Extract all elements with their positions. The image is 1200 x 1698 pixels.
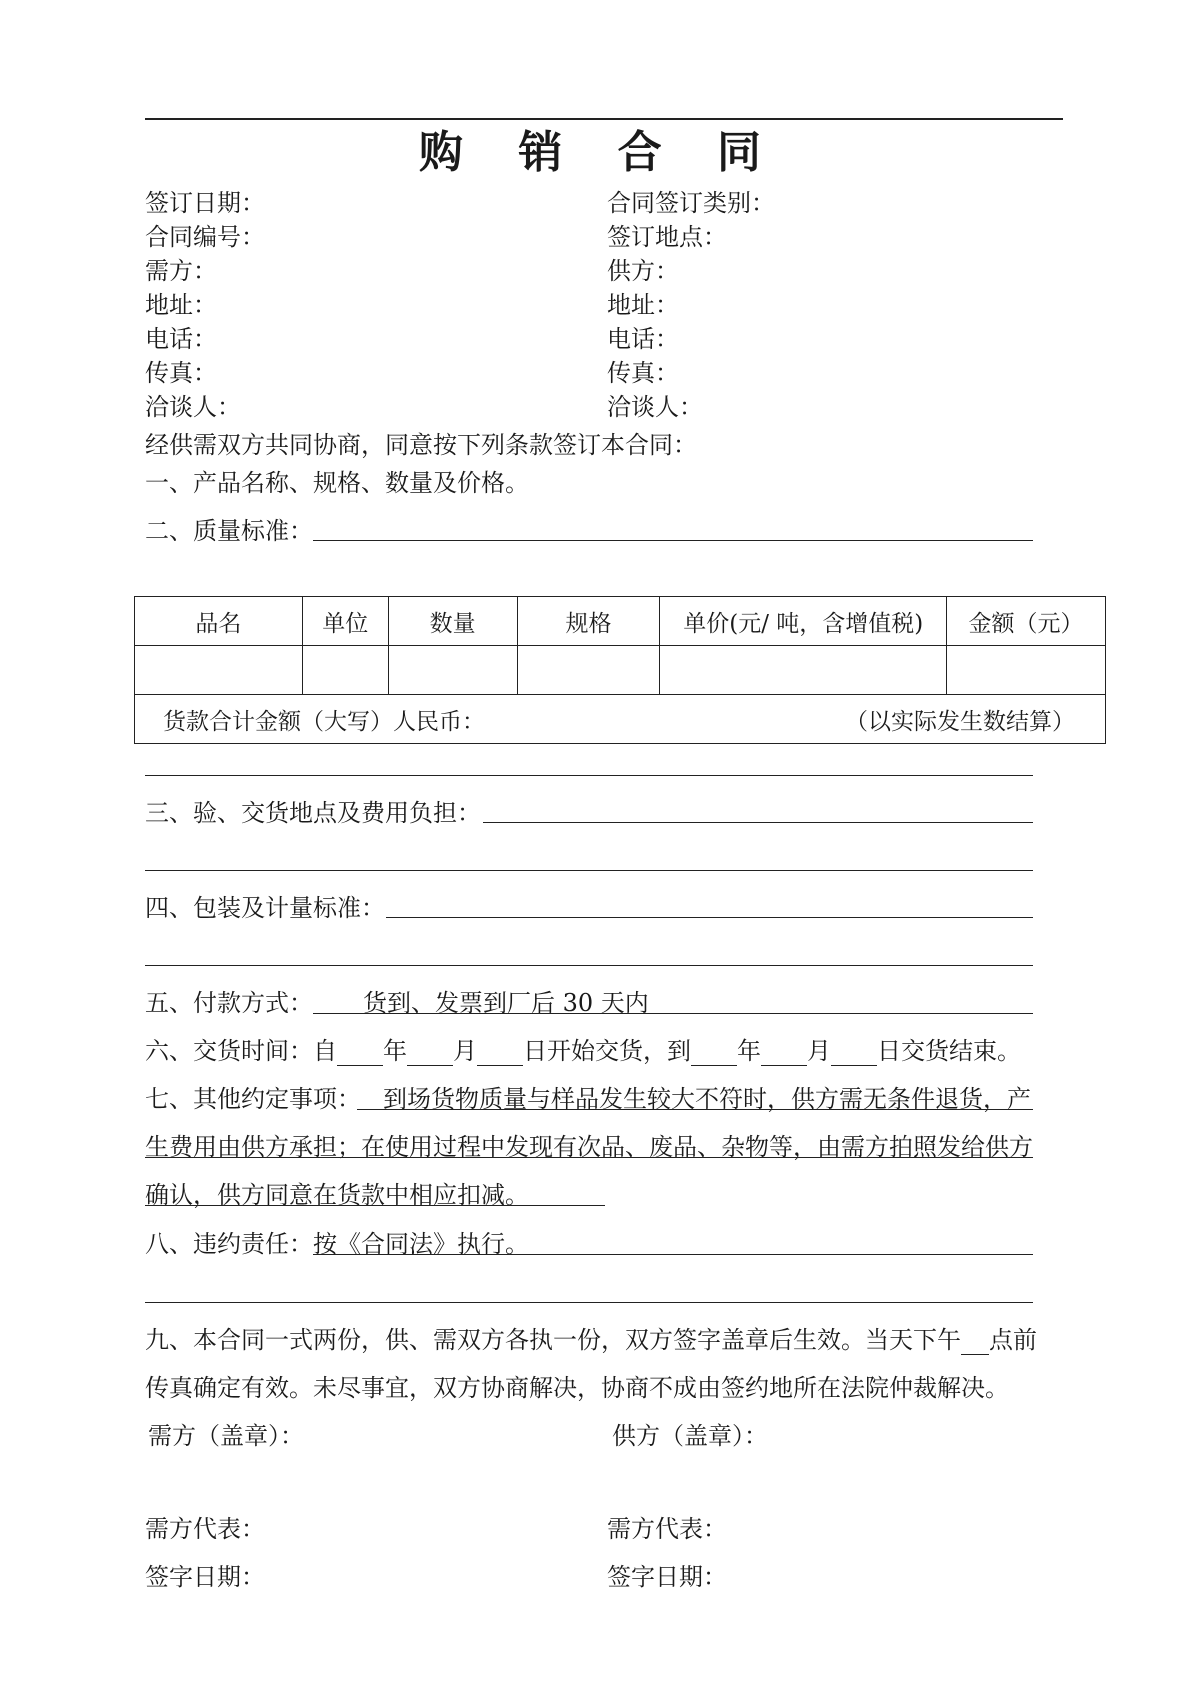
- seller-fax-label: 传真：: [607, 359, 679, 387]
- table-header-row: [135, 597, 1106, 646]
- start-year-blank[interactable]: [337, 1039, 383, 1066]
- table-row: [135, 646, 1106, 695]
- total-amount-label: 货款合计金额（大写）人民币：: [163, 708, 485, 735]
- contract-type-label: 合同签订类别：: [607, 189, 775, 217]
- seller-negotiator-label: 洽谈人：: [607, 393, 703, 421]
- cell-unit[interactable]: [302, 646, 388, 695]
- fax-hour-blank[interactable]: [961, 1328, 989, 1355]
- buyer-label: 需方：: [145, 257, 217, 285]
- blank-line[interactable]: [145, 1302, 1033, 1303]
- seller-rep-label: 需方代表：: [607, 1515, 727, 1543]
- start-day-label: 日开始交货，到: [523, 1037, 691, 1065]
- buyer-sign-date-label: 签字日期：: [145, 1563, 265, 1591]
- buyer-seal-label: 需方（盖章）：: [148, 1422, 304, 1450]
- end-year-blank[interactable]: [691, 1039, 737, 1066]
- cell-amount[interactable]: [947, 646, 1106, 695]
- month-label: 月: [453, 1037, 477, 1065]
- buyer-negotiator-label: 洽谈人：: [145, 393, 241, 421]
- blank-line[interactable]: [145, 775, 1033, 776]
- clause-9-text-b: 点前: [989, 1326, 1037, 1354]
- clause-9-line-1: [145, 1325, 1037, 1355]
- contract-no-label: 合同编号：: [145, 223, 265, 251]
- clause-8-label: 八、违约责任：: [145, 1230, 313, 1258]
- clause-9-line-2: 传真确定有效。未尽事宜，双方协商解决，协商不成由签约地所在法院仲裁解决。: [145, 1374, 1009, 1402]
- col-header-unit-price: 单价(元/ 吨，含增值税): [660, 597, 947, 646]
- packaging-standard-line[interactable]: [386, 917, 1033, 918]
- col-header-amount: 金额（元）: [947, 597, 1106, 646]
- seller-label: 供方：: [607, 257, 679, 285]
- clause-1: 一、产品名称、规格、数量及价格。: [145, 469, 529, 497]
- clause-6: [145, 1036, 1021, 1066]
- cell-product[interactable]: [135, 646, 303, 695]
- buyer-fax-label: 传真：: [145, 359, 217, 387]
- clause-7-underline: [145, 1157, 1033, 1158]
- payment-method-value: 货到、发票到厂后 30 天内: [363, 989, 649, 1017]
- table-total-row: [135, 695, 1106, 744]
- clause-4-label: 四、包装及计量标准：: [145, 894, 385, 922]
- blank-line[interactable]: [145, 870, 1033, 871]
- breach-liability-value: 按《合同法》执行。: [313, 1230, 529, 1258]
- col-header-unit: 单位: [302, 597, 388, 646]
- clause-7-line-2: 生费用由供方承担；在使用过程中发现有次品、废品、杂物等，由需方拍照发给供方: [145, 1133, 1033, 1161]
- clause-7-label: 七、其他约定事项：: [145, 1085, 361, 1113]
- cell-quantity[interactable]: [388, 646, 517, 695]
- cell-spec[interactable]: [517, 646, 660, 695]
- year-label: 年: [737, 1037, 761, 1065]
- clause-7-underline: [357, 1109, 1033, 1110]
- col-header-spec: 规格: [517, 597, 660, 646]
- top-rule: [145, 118, 1063, 120]
- clause-2-label: 二、质量标准：: [145, 517, 313, 545]
- clause-5-label: 五、付款方式：: [145, 989, 313, 1017]
- buyer-address-label: 地址：: [145, 291, 217, 319]
- sign-date-label: 签订日期：: [145, 189, 265, 217]
- total-cell: [135, 695, 1106, 744]
- clause-3-label: 三、验、交货地点及费用负担：: [145, 799, 481, 827]
- cell-unit-price[interactable]: [660, 646, 947, 695]
- clause-9-text-a: 九、本合同一式两份，供、需双方各执一份，双方签字盖章后生效。当天下午: [145, 1326, 961, 1354]
- clause-7-line-1: 到场货物质量与样品发生较大不符时，供方需无条件退货，产: [383, 1085, 1031, 1113]
- delivery-place-line[interactable]: [483, 822, 1033, 823]
- seller-sign-date-label: 签字日期：: [607, 1563, 727, 1591]
- start-month-blank[interactable]: [407, 1039, 453, 1066]
- breach-liability-line: [313, 1254, 1033, 1255]
- goods-table: [134, 596, 1106, 744]
- contract-title: 购 销 合 同: [419, 127, 781, 178]
- total-note: （以实际发生数结算）: [845, 708, 1075, 735]
- start-day-blank[interactable]: [477, 1039, 523, 1066]
- seller-phone-label: 电话：: [607, 325, 679, 353]
- quality-standard-line[interactable]: [313, 540, 1033, 541]
- payment-method-line[interactable]: [313, 1013, 1033, 1014]
- end-day-label: 日交货结束。: [877, 1037, 1021, 1065]
- blank-line[interactable]: [145, 965, 1033, 966]
- seller-seal-label: 供方（盖章）：: [612, 1422, 768, 1450]
- seller-address-label: 地址：: [607, 291, 679, 319]
- year-label: 年: [383, 1037, 407, 1065]
- buyer-phone-label: 电话：: [145, 325, 217, 353]
- month-label: 月: [807, 1037, 831, 1065]
- col-header-product: 品名: [135, 597, 303, 646]
- intro-text: 经供需双方共同协商，同意按下列条款签订本合同：: [145, 431, 697, 459]
- end-month-blank[interactable]: [761, 1039, 807, 1066]
- buyer-rep-label: 需方代表：: [145, 1515, 265, 1543]
- sign-place-label: 签订地点：: [607, 223, 727, 251]
- clause-7-line-3: 确认，供方同意在货款中相应扣减。: [145, 1181, 529, 1209]
- clause-6-prefix: 六、交货时间：自: [145, 1037, 337, 1065]
- col-header-quantity: 数量: [388, 597, 517, 646]
- clause-7-underline: [145, 1205, 605, 1206]
- end-day-blank[interactable]: [831, 1039, 877, 1066]
